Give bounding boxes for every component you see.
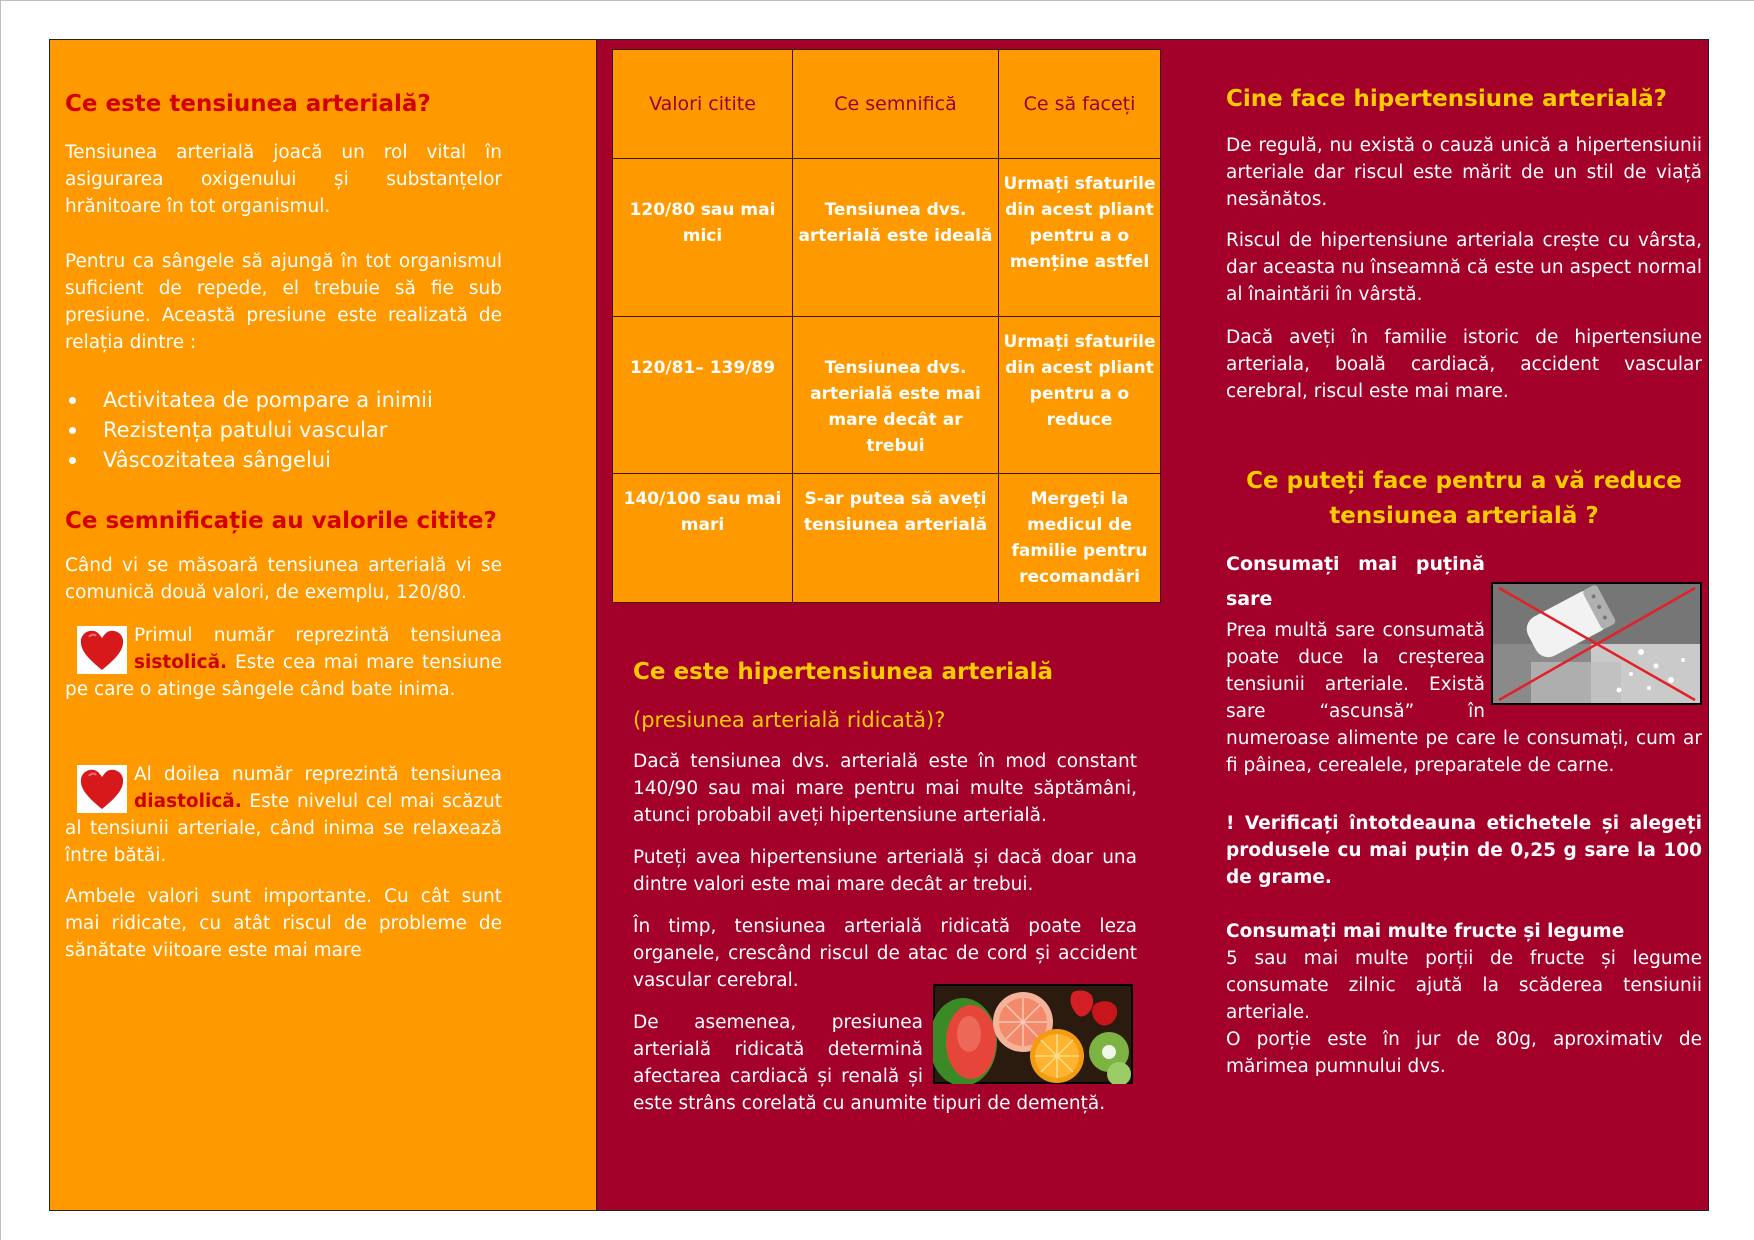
fruit-tip-text: 5 sau mai multe porții de fructe și legume consumate zilnic ajută la scăderea tensiunii arteriale. (1226, 948, 1702, 1023)
factors-list (65, 385, 502, 475)
table-cell-meaning: Tensiunea dvs. arterială este mai mare decât ar trebui (793, 317, 999, 474)
heart-icon (77, 765, 127, 813)
systolic-text-before: Primul număr reprezintă tensiunea (134, 625, 502, 646)
table-cell-meaning: Tensiunea dvs. arterială este ideală (793, 159, 999, 317)
risk-paragraph: De regulă, nu există o cauză unică a hipertensiunii arteriale dar riscul este mărit de un stil de viață nesănătos. (1226, 135, 1702, 210)
blood-pressure-table (612, 49, 1161, 603)
risk-paragraph: Dacă aveți în familie istoric de hipertensiune arteriala, boală cardiacă, accident vascular cerebral, riscul este mai mare. (1226, 327, 1702, 402)
list-item (65, 385, 502, 415)
section-title-values-meaning: Ce semnificație au valorile citite? (65, 508, 497, 534)
table-cell-value: 120/80 sau mai mici (613, 159, 793, 317)
section-subtitle-hypertension: (presiunea arterială ridicată)? (633, 708, 946, 732)
section-title-what-is-blood-pressure: Ce este tensiunea arterială? (65, 91, 431, 117)
table-cell-action: Mergeți la medicul de familie pentru recomandări (999, 474, 1161, 603)
table-cell-meaning: S-ar putea să aveți tensiunea arterială (793, 474, 999, 603)
table-cell-action: Urmați sfaturile din acest pliant pentru a o menține astfel (999, 159, 1161, 317)
bullet-icon (69, 397, 76, 404)
pressure-paragraph: Pentru ca sângele să ajungă în tot organismul suficient de repede, el trebuie să fie sub presiune. Această presiune este realizată de relația dintre : (65, 251, 502, 353)
fruit-tip-title: Consumați mai multe fructe și legume (1226, 921, 1625, 942)
portion-text: O porție este în jur de 80g, aproximativ de mărimea pumnului dvs. (1226, 1029, 1702, 1077)
salt-tip (1226, 547, 1702, 779)
hypertension-paragraph: Dacă tensiunea dvs. arterială este în mod constant 140/90 sau mai mare pentru mai multe săptămâni, atunci probabil aveți hipertensiune arterială. (633, 751, 1137, 826)
systolic-term: sistolică. (134, 652, 228, 673)
diastolic-term: diastolică. (134, 791, 242, 812)
fruit-image (933, 984, 1133, 1084)
orange-panel (49, 39, 597, 1211)
label-warning: ! Verificați întotdeauna etichetele și alegeți produsele cu mai puțin de 0,25 g sare la 100 de grame. (1226, 813, 1702, 888)
table-cell-value: 140/100 sau mai mari (613, 474, 793, 603)
list-item-label: Rezistența patului vascular (103, 418, 388, 442)
intro-paragraph: Tensiunea arterială joacă un rol vital în asigurarea oxigenului și substanțelor hrănitoare în tot organismul. (65, 142, 502, 217)
salt-tip-text: Prea multă sare consumată poate duce la creșterea tensiunii arteriale. Există sare “ascunsă” în numeroase alimente pe care le consumați, cum ar fi pâinea, cerealele, preparatele de carne. (1226, 620, 1702, 776)
hypertension-paragraph (633, 1009, 1137, 1117)
list-item (65, 415, 502, 445)
list-item-label: Activitatea de pompare a inimii (103, 388, 433, 412)
bullet-icon (69, 457, 76, 464)
conclusion-paragraph: Ambele valori sunt importante. Cu cât sunt mai ridicate, cu atât riscul de probleme de sănătate viitoare este mai mare (65, 886, 502, 961)
systolic-paragraph (65, 622, 502, 703)
section-title-hypertension: Ce este hipertensiunea arterială (633, 659, 1054, 685)
list-item-label: Vâscozitatea sângelui (103, 448, 331, 472)
right-column (1226, 83, 1702, 1080)
diastolic-paragraph (65, 761, 502, 869)
table-row (613, 159, 1161, 317)
hypertension-paragraph-text: De asemenea, presiunea arterială ridicată determină afectarea cardiacă și renală și este strâns corelată cu anumite tipuri de demență. (633, 1012, 1106, 1114)
table-row (613, 317, 1161, 474)
systolic-text-after: Este cea mai mare tensiune pe care o atinge sângele când bate inima. (65, 652, 502, 700)
crimson-panel (596, 39, 1709, 1211)
hypertension-paragraph: Puteți avea hipertensiune arterială și dacă doar una dintre valori este mai mare decât ar trebui. (633, 847, 1137, 895)
bullet-icon (69, 427, 76, 434)
risk-paragraph: Riscul de hipertensiune arteriala crește cu vârsta, dar aceasta nu înseamnă că este un aspect normal al înaintării în vârstă. (1226, 230, 1702, 305)
salt-tip-title: Consumați mai puțină sare (1226, 553, 1485, 610)
diastolic-text-after: Este nivelul cel mai scăzut al tensiunii arteriale, când inima se relaxează între bătăi. (65, 791, 502, 866)
middle-column (633, 656, 1137, 1117)
section-title-who-gets-hypertension: Cine face hipertensiune arterială? (1226, 86, 1668, 112)
crossed-salt-shaker-image (1485, 547, 1702, 705)
table-row (613, 474, 1161, 603)
section-title-tips: Ce puteți face pentru a vă reduce tensiunea arterială ? (1246, 468, 1682, 529)
table-cell-action: Urmați sfaturile din acest pliant pentru a o reduce (999, 317, 1161, 474)
column-header: Ce să faceți (999, 50, 1161, 159)
column-header: Ce semnifică (793, 50, 999, 159)
values-intro-paragraph: Când vi se măsoară tensiunea arterială vi se comunică două valori, de exemplu, 120/80. (65, 555, 502, 603)
left-column (65, 88, 502, 964)
table-cell-value: 120/81– 139/89 (613, 317, 793, 474)
list-item (65, 445, 502, 475)
hypertension-paragraph: În timp, tensiunea arterială ridicată poate leza organele, crescând riscul de atac de cord și accident vascular cerebral. (633, 916, 1137, 991)
diastolic-text-before: Al doilea număr reprezintă tensiunea (134, 764, 502, 785)
heart-icon (77, 626, 127, 674)
table-header-row (613, 50, 1161, 159)
column-header: Valori citite (613, 50, 793, 159)
